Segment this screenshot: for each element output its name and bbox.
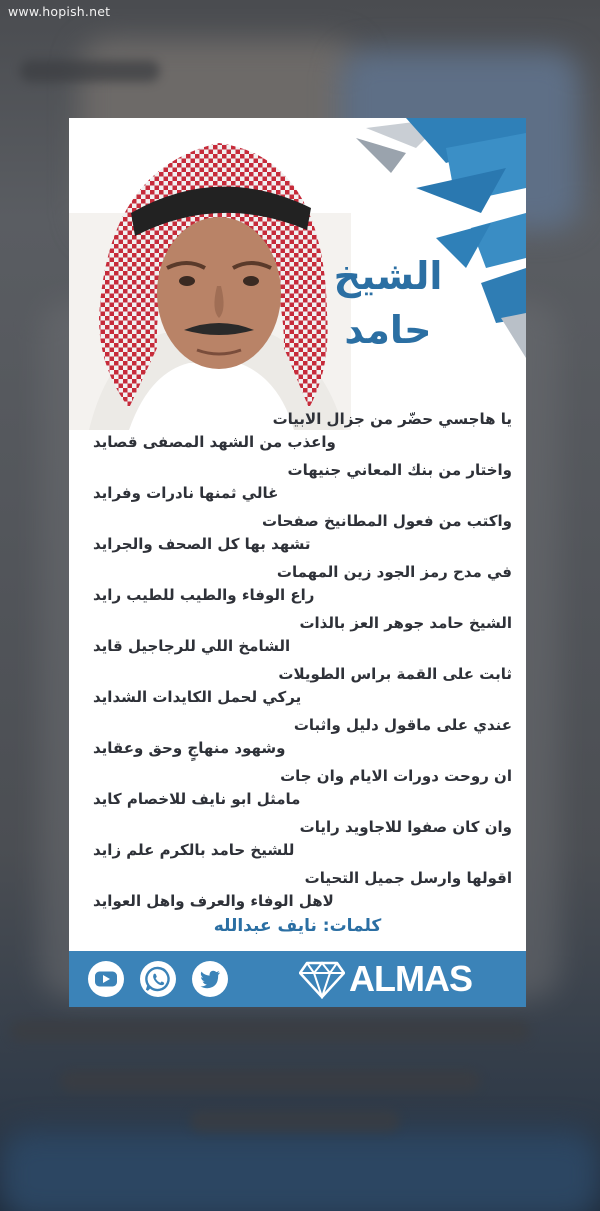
verse	[93, 561, 512, 607]
verse	[93, 663, 512, 709]
verse	[93, 408, 512, 454]
verse-first-half: واكتب من فعول المطانيخ صفحات	[261, 512, 512, 530]
verse	[93, 765, 512, 811]
verse-second-half: واعذب من الشهد المصفى قصايد	[93, 433, 336, 451]
verse-second-half: لاهل الوفاء والعرف واهل العوايد	[93, 892, 334, 910]
whatsapp-icon[interactable]	[139, 960, 177, 998]
verse-second-half: يركي لحمل الكايدات الشدايد	[93, 688, 302, 706]
verse-second-half: تشهد بها كل الصحف والجرايد	[93, 535, 311, 553]
verse	[93, 612, 512, 658]
verse-first-half: وان كان صفوا للاجاويد رايات	[299, 818, 512, 836]
verse-second-half: مامثل ابو نايف للاخصام كايد	[93, 790, 301, 808]
verse-first-half: ثابت على القمة براس الطويلات	[278, 665, 512, 683]
verse	[93, 510, 512, 556]
diamond-icon	[299, 959, 345, 999]
poem-author: كلمات: نايف عبدالله	[213, 916, 382, 936]
title-hamed: حامد	[344, 308, 432, 352]
verse-first-half: الشيخ حامد جوهر العز بالذات	[299, 614, 512, 632]
verse	[93, 816, 512, 862]
title-sheikh: الشيخ	[333, 254, 443, 298]
social-icons	[87, 960, 229, 998]
brand-footer	[69, 951, 526, 1007]
poem-body	[93, 408, 512, 918]
poem-poster	[69, 118, 526, 1007]
brand-name: ALMAS	[349, 958, 472, 999]
verse-first-half: واختار من بنك المعاني جنيهات	[287, 461, 512, 479]
almas-logo	[299, 959, 472, 999]
verse-first-half: عندي على ماقول دليل واثبات	[293, 716, 512, 734]
verse-first-half: ان روحت دورات الايام وان جات	[280, 767, 512, 785]
verse	[93, 459, 512, 505]
site-watermark: www.hopish.net	[8, 4, 111, 19]
youtube-icon[interactable]	[87, 960, 125, 998]
verse	[93, 867, 512, 913]
verse-second-half: للشيخ حامد بالكرم علم زايد	[93, 841, 295, 859]
twitter-icon[interactable]	[191, 960, 229, 998]
verse-first-half: يا هاجسي حضّر من جزال الابيات	[272, 410, 512, 428]
verse-second-half: الشامخ اللي للرجاجيل قايد	[93, 637, 291, 655]
verse-first-half: في مدح رمز الجود زين المهمات	[276, 563, 512, 581]
verse-second-half: راع الوفاء والطيب للطيب رايد	[93, 586, 315, 604]
verse-second-half: غالي ثمنها نادرات وفرايد	[93, 484, 279, 502]
verse	[93, 714, 512, 760]
verse-second-half: وشهود منهاجٍ وحق وعقايد	[93, 739, 286, 757]
verse-first-half: اقولها وارسل جميل التحيات	[304, 869, 512, 887]
